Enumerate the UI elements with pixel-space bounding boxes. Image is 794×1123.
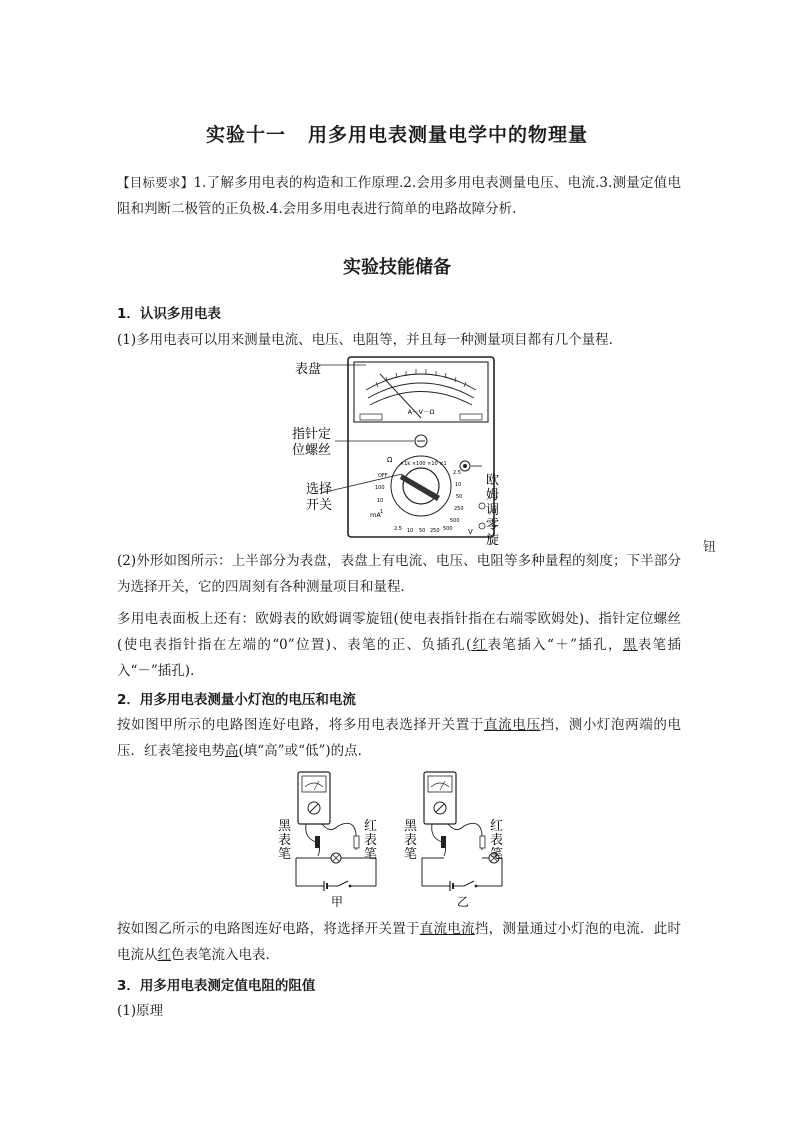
page-title: 实验十一 用多用电表测量电学中的物理量 (205, 124, 589, 146)
svg-text:1: 1 (380, 509, 384, 515)
probe-black-b (441, 836, 446, 848)
sec1-p1: (1)多用电表可以用来测量电流、电压、电阻等，并且每一种测量项目都有几个量程． (117, 332, 623, 348)
label-black-a-3: 笔 (278, 847, 292, 862)
heading-3: 3．用多用电表测定值电阻的阻值 (117, 978, 316, 994)
svg-text:2.5: 2.5 (394, 526, 402, 532)
svg-text:10: 10 (377, 498, 384, 504)
circuit-a (278, 772, 377, 909)
circuit-b (404, 772, 503, 909)
label-knob-last: 钮 (703, 540, 717, 555)
switch-b (464, 881, 474, 886)
label-red-a-1: 红 (364, 819, 378, 834)
dial-text: A－V－Ω (407, 408, 435, 416)
goals-text: 1.了解多用电表的构造和工作原理.2.会用多用电表测量电压、电流.3.测量定值电阻和判断二极管的正负极.4.会用多用电表进行简单的电路故障分析. (117, 175, 681, 217)
label-black-b-1: 黑 (404, 819, 418, 834)
label-knob (486, 473, 499, 548)
svg-text:250: 250 (454, 506, 464, 512)
sec2-p1: 按如图甲所示的电路图连好电路，将多用电表选择开关置于直流电压挡，测小灯泡两端的电压．红表笔接电势高(填“高”或“低”)的点． (117, 717, 682, 759)
svg-text:零: 零 (486, 518, 500, 533)
label-fig-b: 乙 (457, 895, 470, 909)
label-dial: 表盘 (295, 362, 322, 377)
label-red-a-3: 笔 (364, 847, 378, 862)
probe-red-a (354, 836, 359, 848)
sec3-p1: (1)原理 (117, 1003, 164, 1019)
svg-text:10: 10 (407, 528, 414, 534)
svg-text:50: 50 (456, 494, 463, 500)
label-red-b-2: 表 (490, 833, 504, 848)
goals-paragraph (117, 170, 681, 222)
heading-1: 1．认识多用电表 (117, 306, 221, 322)
svg-text:50: 50 (419, 528, 426, 534)
label-switch-1: 选择 (306, 482, 333, 497)
svg-text:2.5: 2.5 (453, 470, 461, 476)
probe-black-a (315, 836, 320, 848)
svg-text:500: 500 (443, 526, 453, 532)
svg-text:旋: 旋 (486, 533, 500, 548)
label-red-b-1: 红 (490, 819, 504, 834)
label-black-a-2: 表 (278, 833, 292, 848)
label-switch-2: 开关 (306, 498, 333, 513)
v-label: V (468, 528, 473, 536)
svg-text:250: 250 (430, 528, 440, 534)
label-screw-1: 指针定 (292, 427, 332, 442)
switch-a (338, 881, 348, 886)
sec1-p3: 多用电表面板上还有：欧姆表的欧姆调零旋钮(使电表指针指在右端零欧姆处)、指针定位螺丝(使电表指针指在左端的“0”位置)、表笔的正、负插孔(红表笔插入“＋”插孔，黑表笔插入“－”插孔)． (117, 611, 681, 679)
svg-text:500: 500 (450, 518, 460, 524)
heading-2: 2．用多用电表测量小灯泡的电压和电流 (117, 692, 356, 708)
off-label: OFF (378, 473, 388, 479)
multimeter-figure (290, 356, 510, 548)
label-screw-2: 位螺丝 (292, 443, 332, 458)
probe-red-b (480, 836, 485, 848)
sec1-p2: (2)外形如图所示：上半部分为表盘，表盘上有电流、电压、电阻等多种量程的刻度；下半部分为选择开关，它的四周刻有各种测量项目和量程． (117, 553, 681, 595)
circuit-figures (276, 770, 516, 910)
goals-label: 【目标要求】 (117, 175, 194, 190)
sec2-p2: 按如图乙所示的电路图连好电路，将选择开关置于直流电流挡，测量通过小灯泡的电流．此时电流从红色表笔流入电表． (117, 921, 682, 963)
label-black-b-2: 表 (404, 833, 418, 848)
ohm-ranges: ×1k ×100 ×10 ×1 (400, 461, 447, 467)
ma-label: mA (370, 511, 381, 519)
label-red-b-3: 笔 (490, 847, 504, 862)
label-fig-a: 甲 (331, 895, 344, 909)
svg-text:10: 10 (455, 482, 462, 488)
label-black-b-3: 笔 (404, 847, 418, 862)
svg-text:姆: 姆 (486, 488, 500, 503)
label-red-a-2: 表 (364, 833, 378, 848)
svg-text:欧: 欧 (486, 473, 500, 488)
section-title: 实验技能储备 (343, 257, 451, 278)
omega-label: Ω (387, 456, 393, 464)
label-black-a-1: 黑 (278, 819, 292, 834)
svg-text:100: 100 (375, 485, 385, 491)
svg-text:调: 调 (486, 503, 500, 518)
